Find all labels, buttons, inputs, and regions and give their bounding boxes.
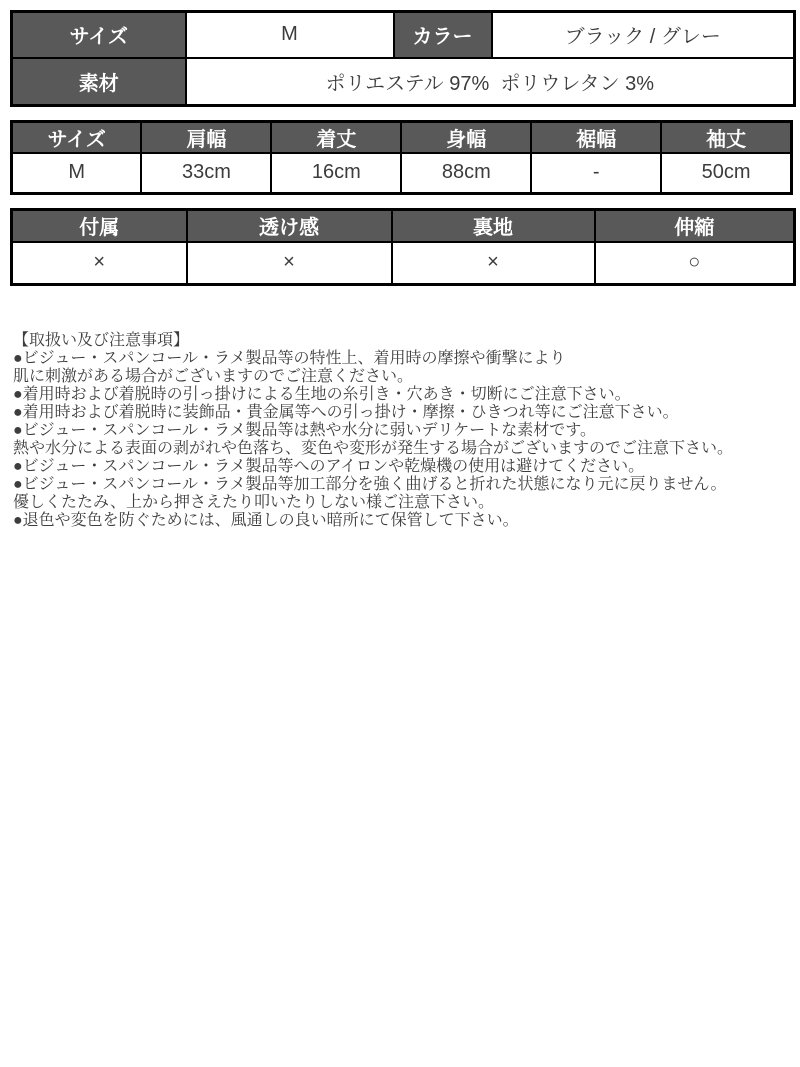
attribute-value-stretch: ○ — [595, 242, 795, 284]
care-note-line: ●ビジュー・スパンコール・ラメ製品等加工部分を強く曲げると折れた状態になり元に戻りません。 — [13, 475, 727, 493]
care-note-line: 熱や水分による表面の剥がれや色落ち、変色や変形が発生する場合がございますのでご注意下さい。 — [13, 439, 734, 457]
care-note-line: ●ビジュー・スパンコール・ラメ製品等へのアイロンや乾燥機の使用は避けてください。 — [13, 457, 645, 475]
size-chart-value-shoulder: 33cm — [141, 153, 271, 193]
care-note-line: ●ビジュー・スパンコール・ラメ製品等は熱や水分に弱いデリケートな素材です。 — [13, 421, 596, 439]
care-note-line: ●退色や変色を防ぐためには、風通しの良い暗所にて保管して下さい。 — [13, 511, 519, 529]
material-value-cell: ポリエステル 97% ポリウレタン 3% — [186, 58, 795, 106]
attribute-header-sheerness: 透け感 — [187, 209, 392, 242]
care-notes — [13, 332, 800, 530]
summary-table — [10, 10, 796, 107]
material-label-cell: 素材 — [12, 58, 186, 106]
care-note-line: ●ビジュー・スパンコール・ラメ製品等の特性上、着用時の摩擦や衝撃により — [13, 349, 566, 367]
size-chart-value-size: M — [12, 153, 142, 193]
attribute-value-accessory: × — [12, 242, 187, 284]
attribute-value-sheerness: × — [187, 242, 392, 284]
size-chart-table — [10, 120, 793, 195]
size-chart-header-row — [12, 122, 792, 154]
size-chart-header-width: 身幅 — [401, 122, 531, 154]
size-chart-value-hem: - — [531, 153, 661, 193]
size-chart-value-sleeve: 50cm — [661, 153, 791, 193]
attribute-header-lining: 裏地 — [392, 209, 595, 242]
care-note-line: 優しくたたみ、上から押さえたり叩いたりしない様ご注意下さい。 — [13, 493, 494, 511]
care-notes-title: 【取扱い及び注意事項】 — [13, 331, 190, 349]
size-chart-header-length: 着丈 — [271, 122, 401, 154]
size-chart-value-length: 16cm — [271, 153, 401, 193]
summary-row-size-color — [12, 12, 795, 58]
attribute-value-row — [12, 242, 795, 284]
size-value-cell: M — [186, 12, 394, 58]
summary-row-material — [12, 58, 795, 106]
care-note-line: 肌に刺激がある場合がございますのでご注意ください。 — [13, 367, 414, 385]
care-note-line: ●着用時および着脱時の引っ掛けによる生地の糸引き・穴あき・切断にご注意下さい。 — [13, 385, 631, 403]
size-label-cell: サイズ — [12, 12, 186, 58]
attribute-header-row — [12, 209, 795, 242]
color-value-cell: ブラック / グレー — [492, 12, 795, 58]
size-chart-header-sleeve: 袖丈 — [661, 122, 791, 154]
size-chart-header-hem: 裾幅 — [531, 122, 661, 154]
size-chart-value-width: 88cm — [401, 153, 531, 193]
size-chart-header-size: サイズ — [12, 122, 142, 154]
attribute-header-accessory: 付属 — [12, 209, 187, 242]
attribute-value-lining: × — [392, 242, 595, 284]
care-note-line: ●着用時および着脱時に装飾品・貴金属等への引っ掛け・摩擦・ひきつれ等にご注意下さい。 — [13, 403, 679, 421]
color-label-cell: カラー — [394, 12, 492, 58]
size-chart-value-row — [12, 153, 792, 193]
attribute-header-stretch: 伸縮 — [595, 209, 795, 242]
attribute-table — [10, 208, 796, 286]
size-chart-header-shoulder: 肩幅 — [141, 122, 271, 154]
